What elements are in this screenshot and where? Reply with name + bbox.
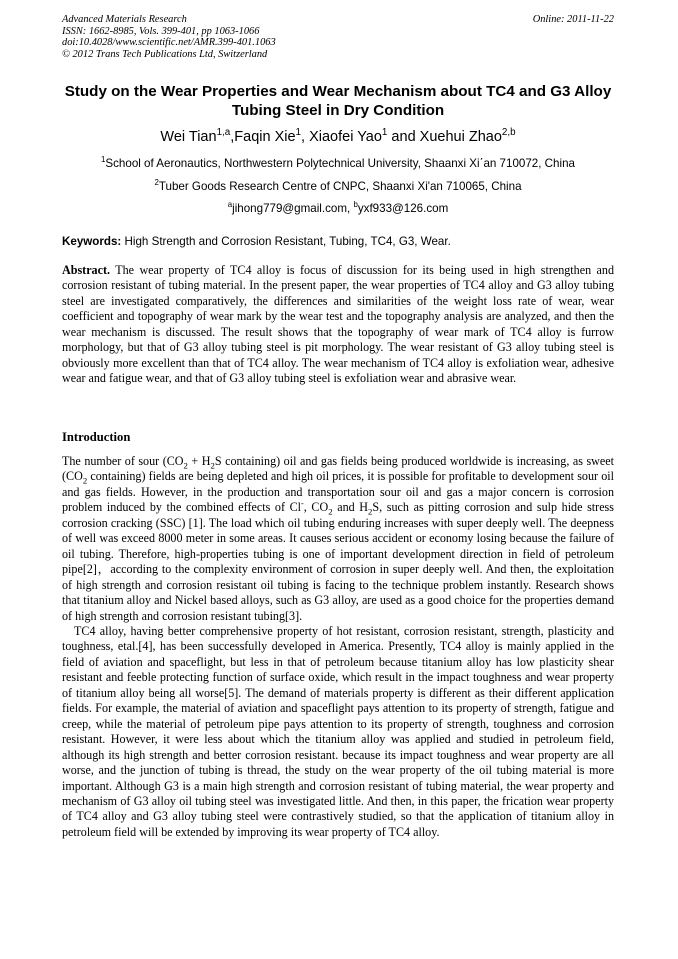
paper-title: Study on the Wear Properties and Wear Mechanism about TC4 and G3 Alloy Tubing Steel in Dry Condition xyxy=(64,83,612,119)
affiliation-1 xyxy=(62,157,614,171)
intro-paragraph-2: TC4 alloy, having better comprehensive property of hot resistant, corrosion resistant, strength, plasticity and toughness, etal.[4], has been successfully developed in America. Presently, TC4 alloy is mainly applied in the field of aviation and spaceflight, but less in that of petroleum because titanium alloy has low plasticity shear resistant and feeble protecting function of surface oxide, which result in the impact toughness and wear property of titanium alloy being all worse[5]. The demand of materials property is different as their different application fields. For example, the material of aviation and spaceflight pays attention to its property of strength, fatigue and creep, while the material of petroleum pipe pays attention to its property of strength, toughness and corrosion resistant. However, it were less about which the titanium alloy was applied and studied in petroleum field, although its high strength and better corrosion resistant. because its impact toughness and wear property are all worse, and the junction of tubing is thread, the study on the wear property of the oil tubing material is more important. Although G3 is a main high strength and corrosion resistant of tubing material, the wear property and mechanism of G3 alloy oil tubing steel was investigated little. And then, in this paper, the frication wear property of TC4 alloy and G3 alloy tubing steel were contrastively studied, so that the application of titanium alloy in petroleum field will be extended by improving its wear property of TC4 alloy. xyxy=(62,623,614,839)
author-affil-marker: 2,b xyxy=(501,127,516,139)
subscript: 2 xyxy=(368,506,373,517)
journal-name: Advanced Materials Research xyxy=(62,14,187,25)
keywords xyxy=(62,235,614,249)
text-run: , CO xyxy=(303,500,329,515)
subscript: 2 xyxy=(82,475,88,486)
affiliation-2 xyxy=(62,180,614,194)
author-separator: and xyxy=(387,129,420,145)
abstract-text: The wear property of TC4 alloy is focus of discussion for its being used in high strengthen and corrosion resistant of tubing material. In the present paper, the wear properties of TC4 alloy and G3 alloy tubing steel are investigated comparatively, the differences and similarities of the weight loss rate of wear, wear coefficient and topography of wear mark by the wear test and the topography analysis are analyzed, and then the wear mechanism is discussed. The result shows that the topography of wear mark of TC4 alloy is furrow morphology, but that of G3 alloy tubing steel is pit morphology. The wear resistant of G3 alloy tubing steel is obviously more excellent than that of TC4 alloy. The wear mechanism of TC4 alloy is exfoliation wear, adhesive wear and fatigue wear, and that of G3 alloy tubing steel is exfoliation wear and abrasive wear. xyxy=(62,263,615,386)
author-separator: , xyxy=(230,129,235,145)
affiliation-marker: 1 xyxy=(101,155,106,165)
subscript: 2 xyxy=(328,506,333,517)
subscript: 2 xyxy=(183,460,188,471)
subscript: 2 xyxy=(210,460,215,471)
text-run: S containing) oil and gas fields being produced worldwide is increasing, as sweet (CO xyxy=(62,454,614,484)
journal-info xyxy=(62,14,276,60)
abstract xyxy=(62,263,614,387)
author-affil-marker: 1 xyxy=(295,127,302,139)
author-separator: , xyxy=(301,129,310,145)
email-separator: , xyxy=(347,202,354,215)
email-line xyxy=(62,202,614,216)
email-address[interactable]: yxf933@126.com xyxy=(357,202,449,215)
keywords-label: Keywords: xyxy=(62,235,122,248)
text-run: S, such as pitting corrosion and sulp hide stress corrosion cracking (SSC) [1]. The load which oil tubing enduring increases with super deeply well. The deepness of well was exceed 8000 meter in some areas. It causes serious accident or economy losing because the failure of oil tubing. Therefore, high-properties tubing is one of important development direction in field of petroleum pipe[2]，according to the complexity environment of corrosion in super deeply well. And then, the exploitation of high strength and corrosion resistant oil tubing is facing to the technique problem instantly. Research shows that titanium alloy and Nickel based alloys, such as G3 alloy, are used as a good choice for the properties demand of high strength and corrosion resistant tubing[3]. xyxy=(62,500,614,623)
author-name: Xiaofei Yao xyxy=(309,129,382,145)
introduction-body xyxy=(62,454,614,840)
text-run: + H xyxy=(187,454,211,468)
email-address[interactable]: jihong779@gmail.com xyxy=(232,202,348,215)
copyright-line: © 2012 Trans Tech Publications Ltd, Switzerland xyxy=(62,48,268,60)
email-marker: a xyxy=(227,200,233,210)
keywords-text: High Strength and Corrosion Resistant, Tubing, TC4, G3, Wear. xyxy=(124,235,451,248)
superscript: - xyxy=(301,499,304,509)
text-run: containing) fields are being depleted and high oil prices, it is possible for profitable to development sour oil and gas fields. However, in the production and transportation sour oil and gas a major concern is corrosion problem induced by the combined effects of Cl xyxy=(62,469,614,515)
author-name: Faqin Xie xyxy=(234,129,296,145)
author-list xyxy=(62,128,614,146)
affiliation-text: Tuber Goods Research Centre of CNPC, Shaanxi Xi'an 710065, China xyxy=(158,180,522,193)
author-affil-marker: 1,a xyxy=(216,127,231,139)
doi-line: doi:10.4028/www.scientific.net/AMR.399-401.1063 xyxy=(62,37,276,49)
issn-line: ISSN: 1662-8985, Vols. 399-401, pp 1063-1066 xyxy=(62,25,260,37)
author-name: Xuehui Zhao xyxy=(419,129,502,145)
affiliation-text: School of Aeronautics, Northwestern Polytechnical University, Shaanxi Xi΄an 710072, China xyxy=(105,157,575,170)
online-date: Online: 2011-11-22 xyxy=(532,14,614,25)
affiliation-marker: 2 xyxy=(154,178,159,188)
text-run: and H xyxy=(332,500,369,515)
abstract-label: Abstract. xyxy=(62,263,111,277)
text-run: The number of sour (CO xyxy=(62,454,184,468)
author-affil-marker: 1 xyxy=(381,127,388,139)
author-name: Wei Tian xyxy=(160,129,217,145)
section-heading-introduction: Introduction xyxy=(62,430,131,444)
email-marker: b xyxy=(353,200,358,210)
intro-paragraph-1 xyxy=(62,454,614,624)
